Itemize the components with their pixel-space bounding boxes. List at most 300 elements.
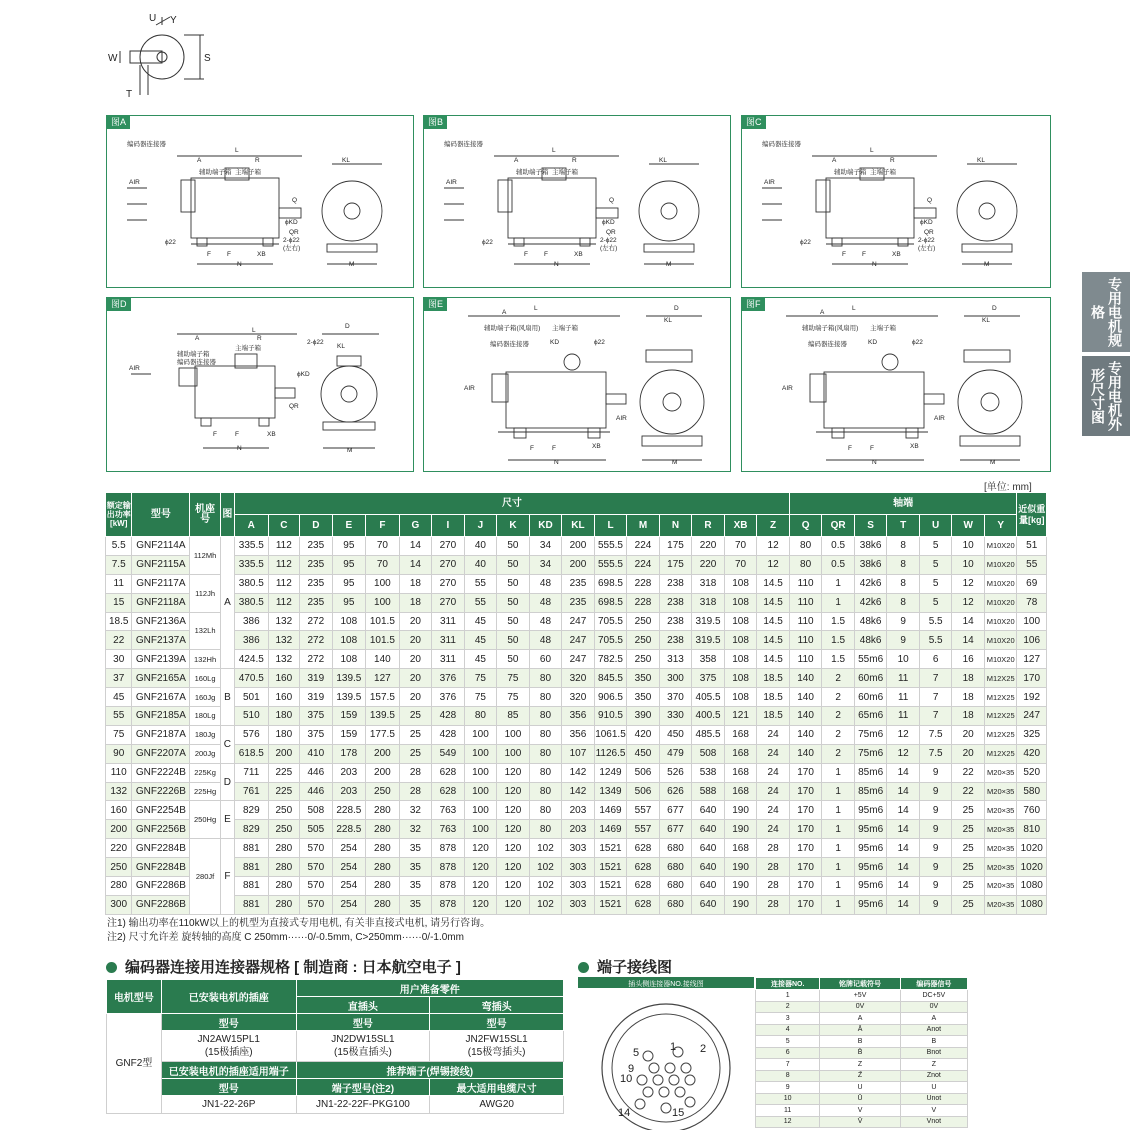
table-cell: 318 (692, 574, 725, 593)
table-cell: 325 (1017, 725, 1047, 744)
wire-cell: Ā (820, 1024, 900, 1036)
table-cell: 75m6 (854, 744, 887, 763)
angle-plug-header: 弯插头 (430, 997, 564, 1014)
table-cell: 110 (789, 631, 822, 650)
table-cell: 640 (692, 877, 725, 896)
user-prepared-header: 用户准备零件 (296, 980, 563, 997)
table-cell: 50 (497, 537, 530, 556)
table-cell: 250 (106, 858, 132, 877)
col-header: KD (529, 515, 562, 537)
figure-label: AIR (129, 365, 140, 372)
table-cell: 180 (268, 725, 300, 744)
table-cell: 698.5 (594, 593, 627, 612)
figure-label: F (842, 251, 846, 258)
table-cell: 350 (627, 688, 660, 707)
recommended-terminal-header: 推荐端子(焊锡接线) (296, 1062, 563, 1079)
table-cell: 680 (659, 895, 692, 914)
figure-label: 主端子箱 (552, 169, 578, 176)
figure-label: L (852, 305, 856, 312)
table-cell: 18 (399, 593, 432, 612)
table-cell: 75 (464, 688, 497, 707)
figure-label: N (237, 445, 242, 452)
table-cell: 24 (757, 782, 790, 801)
wire-cell: Ū (820, 1093, 900, 1105)
table-cell: 300 (659, 669, 692, 688)
table-cell: 25 (952, 895, 985, 914)
footnotes (107, 917, 490, 945)
table-cell: 508 (692, 744, 725, 763)
table-cell: 140 (366, 650, 400, 669)
table-cell: 247 (562, 612, 595, 631)
table-cell: 428 (432, 707, 465, 726)
table-cell: 20 (399, 631, 432, 650)
table-cell: 8 (887, 555, 920, 574)
figure-label: M (349, 261, 355, 268)
bullet-icon (578, 962, 589, 973)
main-terminal-box (882, 354, 898, 370)
table-cell: 350 (627, 669, 660, 688)
table-cell: 225 (268, 763, 300, 782)
table-cell: 319 (300, 688, 333, 707)
table-cell: 303 (562, 895, 595, 914)
table-cell: 9 (919, 763, 952, 782)
table-cell: 34 (529, 537, 562, 556)
table-cell: 100 (497, 744, 530, 763)
table-cell: 1126.5 (594, 744, 627, 763)
table-cell: 228.5 (332, 820, 366, 839)
table-cell: 12 (887, 744, 920, 763)
table-cell: 9 (919, 858, 952, 877)
table-cell: 20 (399, 612, 432, 631)
table-cell: 1 (822, 574, 855, 593)
table-cell: 107 (562, 744, 595, 763)
figure-label: AIR (764, 179, 775, 186)
table-row (106, 839, 1047, 858)
table-cell: M20×35 (984, 877, 1017, 896)
table-cell: 7 (919, 669, 952, 688)
table-row (106, 593, 1047, 612)
wire-cell: 4 (756, 1024, 820, 1036)
table-cell: 380.5 (235, 593, 269, 612)
table-cell: M20×35 (984, 839, 1017, 858)
table-cell: 14 (399, 555, 432, 574)
table-cell: 168 (724, 782, 757, 801)
figure-tag: 图E (424, 298, 447, 311)
table-cell: 35 (399, 877, 432, 896)
table-cell: 14 (887, 820, 920, 839)
connector-pin (649, 1063, 659, 1073)
figure-label: F (235, 431, 239, 438)
table-cell: 112Mh (190, 537, 220, 575)
table-cell: 319 (300, 669, 333, 688)
table-cell: 80 (529, 725, 562, 744)
table-cell: 80 (529, 688, 562, 707)
table-cell: 376 (432, 669, 465, 688)
table-cell: 45 (464, 612, 497, 631)
table-cell: 37 (106, 669, 132, 688)
table-cell: 48k6 (854, 631, 887, 650)
table-cell: 35 (399, 839, 432, 858)
table-cell: 225Kg (190, 763, 220, 782)
col-header: C (268, 515, 300, 537)
table-cell: 120 (497, 763, 530, 782)
table-cell: 829 (235, 820, 269, 839)
figure-label: R (255, 157, 260, 164)
wire-cell: Z̄ (820, 1070, 900, 1082)
wire-cell: 12 (756, 1116, 820, 1128)
table-cell: 356 (562, 707, 595, 726)
table-cell: 12 (757, 537, 790, 556)
table-cell: 18.5 (106, 612, 132, 631)
table-cell: 450 (659, 725, 692, 744)
table-cell: 170 (789, 877, 822, 896)
terminal-model-cell: JN1-22-22F-PKG100 (296, 1096, 430, 1114)
terminal-model-header: 端子型号(注2) (296, 1079, 430, 1096)
table-cell: GNF2167A (132, 688, 190, 707)
figure-label: AIR (464, 385, 475, 392)
figure-c (741, 115, 1051, 288)
table-cell: 14.5 (757, 650, 790, 669)
shaft (924, 394, 944, 404)
table-cell: 28 (757, 839, 790, 858)
table-cell: 120 (464, 877, 497, 896)
table-cell: 60m6 (854, 669, 887, 688)
table-cell: 570 (300, 877, 333, 896)
table-cell: 142 (562, 782, 595, 801)
table-cell: 200 (366, 763, 400, 782)
table-cell: 1 (822, 877, 855, 896)
figure-label: AIR (782, 385, 793, 392)
table-cell: 588 (692, 782, 725, 801)
table-cell: 22 (952, 763, 985, 782)
wire-cell: Vnot (900, 1116, 967, 1128)
table-cell: 320 (562, 669, 595, 688)
table-cell: 358 (692, 650, 725, 669)
table-cell: 424.5 (235, 650, 269, 669)
table-cell: 330 (659, 707, 692, 726)
table-cell: 203 (332, 763, 366, 782)
wire-cell: DC+5V (900, 990, 967, 1002)
wire-row (756, 1093, 968, 1105)
figure-label: ϕKD (602, 219, 615, 226)
figure-label: L (252, 327, 256, 334)
table-cell: 2 (822, 707, 855, 726)
wire-cell: V (820, 1105, 900, 1117)
table-cell: 14 (952, 612, 985, 631)
figure-label: M (666, 261, 672, 268)
table-cell: 80 (789, 537, 822, 556)
table-cell: 9 (919, 801, 952, 820)
table-cell: 200 (366, 744, 400, 763)
table-cell: 280 (366, 801, 400, 820)
table-cell: 386 (235, 612, 269, 631)
figure-label: XB (910, 443, 919, 450)
table-cell: 168 (724, 763, 757, 782)
col-header: F (366, 515, 400, 537)
wire-cell: 6 (756, 1047, 820, 1059)
table-cell: 95m6 (854, 895, 887, 914)
table-cell: 479 (659, 744, 692, 763)
figure-label: XB (257, 251, 266, 258)
side-tab-spec[interactable]: 专用电机规格 (1082, 272, 1130, 352)
figure-label: (左右) (600, 245, 618, 252)
col-header: E (332, 515, 366, 537)
figure-label: 2-ϕ22 (307, 339, 324, 346)
figure-label: N (872, 261, 877, 268)
table-cell: 375 (692, 669, 725, 688)
connector-pin (643, 1051, 653, 1061)
figure-label: N (554, 459, 559, 466)
motor-end-view (639, 181, 699, 241)
table-cell: 25 (399, 707, 432, 726)
table-cell: 108 (724, 574, 757, 593)
connector-pin (635, 1099, 645, 1109)
table-cell: 80 (464, 707, 497, 726)
wire-cell: 5 (756, 1036, 820, 1048)
table-cell: 446 (300, 763, 333, 782)
col-header: T (887, 515, 920, 537)
table-cell: 618.5 (235, 744, 269, 763)
terminal-type-header: 型号 (161, 1079, 296, 1096)
table-cell: 224 (627, 555, 660, 574)
figure-label: F (862, 251, 866, 258)
table-cell: 20 (952, 725, 985, 744)
figure-label: M (984, 261, 990, 268)
table-row (106, 782, 1047, 801)
table-cell: 50 (497, 650, 530, 669)
table-cell: 120 (497, 839, 530, 858)
table-cell: 50 (497, 555, 530, 574)
wire-cell: 0V (900, 1001, 967, 1013)
table-cell: 303 (562, 858, 595, 877)
table-cell: 177.5 (366, 725, 400, 744)
table-cell: 48 (529, 631, 562, 650)
table-cell: 10 (952, 555, 985, 574)
table-cell: 45 (464, 650, 497, 669)
table-cell: 11 (887, 688, 920, 707)
table-cell: 450 (627, 744, 660, 763)
table-cell: 680 (659, 858, 692, 877)
table-cell: 576 (235, 725, 269, 744)
table-cell: 555.5 (594, 555, 627, 574)
wire-row (756, 1036, 968, 1048)
table-cell: A (220, 537, 234, 669)
table-cell: 250 (268, 820, 300, 839)
pin-label-15: 15 (672, 1107, 685, 1119)
table-cell: D (220, 763, 234, 801)
table-row (106, 555, 1047, 574)
table-cell: 110 (789, 574, 822, 593)
table-cell: 159 (332, 725, 366, 744)
table-cell: 254 (332, 895, 366, 914)
figure-label: D (345, 323, 350, 330)
table-cell: 300 (106, 895, 132, 914)
table-cell: 18 (952, 688, 985, 707)
table-cell: 501 (235, 688, 269, 707)
table-cell: 100 (464, 763, 497, 782)
table-cell: 108 (724, 631, 757, 650)
table-row (106, 631, 1047, 650)
table-cell: 311 (432, 612, 465, 631)
wire-cell: Znot (900, 1070, 967, 1082)
table-cell: 200 (562, 555, 595, 574)
table-cell: 24 (757, 801, 790, 820)
table-cell: 1 (822, 593, 855, 612)
table-cell: 78 (1017, 593, 1047, 612)
table-cell: 14 (887, 782, 920, 801)
table-cell: 132 (268, 612, 300, 631)
table-cell: 120 (464, 895, 497, 914)
type-header: 型号 (430, 1014, 564, 1031)
table-cell: 11 (887, 707, 920, 726)
table-cell: 16 (952, 650, 985, 669)
table-cell: 247 (562, 631, 595, 650)
table-cell: 272 (300, 631, 333, 650)
table-cell: 18 (399, 574, 432, 593)
figure-label: Q (609, 197, 615, 204)
motor-model-header: 电机型号 (107, 980, 162, 1014)
table-cell: 376 (432, 688, 465, 707)
figure-label: 辅助端子箱(风扇用) (484, 325, 541, 332)
table-cell: 95m6 (854, 801, 887, 820)
figure-label: ϕKD (285, 219, 298, 226)
figure-e (423, 297, 731, 472)
figure-d (106, 297, 414, 472)
table-cell: 102 (529, 839, 562, 858)
table-cell: 25 (952, 839, 985, 858)
table-cell: 18 (952, 669, 985, 688)
table-cell: 763 (432, 801, 465, 820)
table-cell: 14.5 (757, 593, 790, 612)
table-cell: GNF2136A (132, 612, 190, 631)
table-cell: 50 (497, 612, 530, 631)
figure-label: ϕKD (297, 371, 310, 378)
col-group-shaft: 轴端 (789, 493, 1017, 515)
col-header: W (952, 515, 985, 537)
table-row (106, 877, 1047, 896)
table-cell: 95 (332, 593, 366, 612)
table-cell: 640 (692, 858, 725, 877)
table-cell: 280 (268, 858, 300, 877)
table-cell: 60m6 (854, 688, 887, 707)
table-cell: 5.5 (106, 537, 132, 556)
table-cell: 557 (627, 820, 660, 839)
table-cell: 112 (268, 555, 300, 574)
main-terminal-box (564, 354, 580, 370)
table-cell: 170 (789, 820, 822, 839)
table-cell: 228 (627, 574, 660, 593)
straight-plug-cell: JN2DW15SL1 (15极直插头) (296, 1031, 430, 1062)
table-cell: 8 (887, 593, 920, 612)
table-cell: 95 (332, 537, 366, 556)
table-cell: 220 (106, 839, 132, 858)
table-cell: 1061.5 (594, 725, 627, 744)
figure-label: 主端子箱 (870, 325, 896, 332)
table-cell: M10X20 (984, 555, 1017, 574)
table-cell: 140 (789, 707, 822, 726)
table-cell: 238 (659, 574, 692, 593)
figure-label: F (530, 445, 534, 452)
table-cell: M20×35 (984, 895, 1017, 914)
footnote-1: 注1) 输出功率在110kW以上的机型为直接式专用电机, 有关非直接式电机, 请另行咨询。 (107, 918, 491, 929)
table-row (106, 612, 1047, 631)
table-cell: 180Jg (190, 725, 220, 744)
table-cell: 1469 (594, 801, 627, 820)
figure-label: 2-ϕ22 (600, 237, 617, 244)
table-row (106, 725, 1047, 744)
figure-label: 主端子箱 (235, 169, 261, 176)
table-cell: 405.5 (692, 688, 725, 707)
table-cell: M10X20 (984, 631, 1017, 650)
table-cell: M20×35 (984, 763, 1017, 782)
table-cell: 140 (789, 669, 822, 688)
table-cell: 112Jh (190, 574, 220, 612)
wiring-section-title (578, 956, 672, 977)
table-cell: 313 (659, 650, 692, 669)
table-cell: 168 (724, 725, 757, 744)
table-cell: 12 (757, 555, 790, 574)
pin-label-10: 10 (620, 1073, 633, 1085)
table-cell: 8 (887, 574, 920, 593)
figure-label: 辅助端子箱 (177, 351, 210, 358)
table-cell: M20×35 (984, 801, 1017, 820)
table-cell: 12 (952, 593, 985, 612)
table-cell: 127 (366, 669, 400, 688)
table-cell: F (220, 839, 234, 915)
table-cell: 24 (757, 820, 790, 839)
table-cell: 9 (919, 877, 952, 896)
table-cell: 14 (952, 631, 985, 650)
col-header-fig: 图 (220, 493, 234, 537)
table-cell: 235 (300, 593, 333, 612)
table-cell: 108 (332, 650, 366, 669)
table-cell: 60 (529, 650, 562, 669)
table-cell: 14 (887, 763, 920, 782)
table-cell: 14 (887, 895, 920, 914)
table-cell: 1.5 (822, 631, 855, 650)
table-cell: 254 (332, 877, 366, 896)
table-cell: 375 (300, 725, 333, 744)
side-tab-dimensions[interactable]: 专用电机外形尺寸图 (1082, 356, 1130, 436)
wire-cell: U (900, 1082, 967, 1094)
table-cell: 80 (529, 801, 562, 820)
figure-label: KL (342, 157, 350, 164)
table-cell: 45 (464, 631, 497, 650)
table-cell: 80 (529, 707, 562, 726)
table-cell: 110 (106, 763, 132, 782)
wire-cell: 8 (756, 1070, 820, 1082)
table-cell: 1349 (594, 782, 627, 801)
connector-pin (685, 1097, 695, 1107)
table-cell: 5.5 (919, 612, 952, 631)
figure-label: F (552, 445, 556, 452)
shaft-label-y: Y (170, 15, 177, 26)
table-cell: 101.5 (366, 631, 400, 650)
table-cell: 14 (887, 801, 920, 820)
col-header: Q (789, 515, 822, 537)
figure-label: F (870, 445, 874, 452)
table-cell: GNF2284B (132, 839, 190, 858)
figure-label: Q (292, 197, 298, 204)
table-cell: 485.5 (692, 725, 725, 744)
figure-label: 2-ϕ22 (918, 237, 935, 244)
table-cell: 80 (529, 669, 562, 688)
table-cell: 28 (399, 763, 432, 782)
table-cell: 25 (399, 725, 432, 744)
table-cell: M10X20 (984, 650, 1017, 669)
col-header: K (497, 515, 530, 537)
table-cell: 2 (822, 725, 855, 744)
